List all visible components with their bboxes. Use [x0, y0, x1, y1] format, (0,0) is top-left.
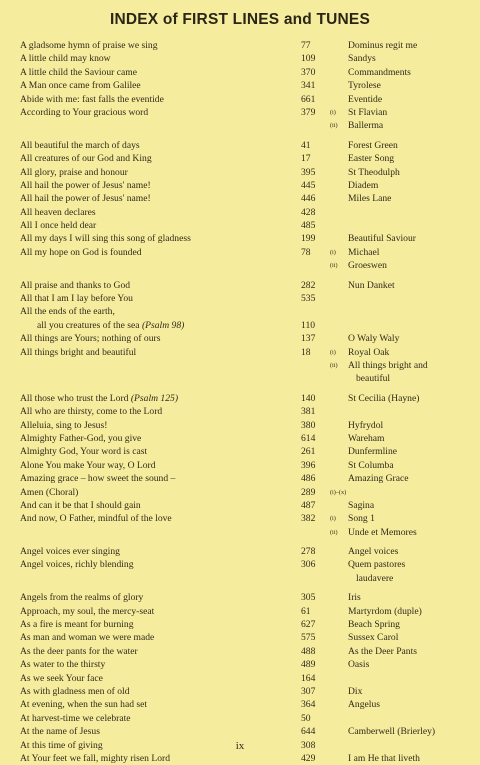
index-row: [0, 618, 480, 631]
tune-name: Hyfrydol: [348, 419, 384, 431]
hymn-number: 164: [301, 672, 316, 684]
hymn-number: 379: [301, 106, 316, 118]
index-row: [0, 206, 480, 219]
index-row: [0, 631, 480, 644]
hymn-number: 614: [301, 432, 316, 444]
hymn-number: 429: [301, 752, 316, 764]
hymn-number: 575: [301, 632, 316, 644]
index-row: [0, 685, 480, 698]
hymn-number: 110: [301, 319, 316, 331]
index-row: [0, 372, 480, 385]
index-row: [0, 279, 480, 292]
first-line: All hail the power of Jesus' name!: [20, 193, 151, 205]
first-line: At the name of Jesus: [20, 726, 100, 738]
index-row: [0, 672, 480, 685]
page-number: ix: [235, 740, 245, 752]
hymn-number: 644: [301, 726, 316, 738]
tune-name: Quem pastores: [348, 559, 406, 571]
index-row: [0, 52, 480, 65]
tune-option-marker: (i): [330, 348, 336, 356]
first-line: All beautiful the march of days: [20, 139, 140, 151]
tune-name: All things bright and: [348, 359, 428, 371]
first-line: All who are thirsty, come to the Lord: [20, 406, 163, 418]
tune-name: Beach Spring: [348, 619, 400, 631]
tune-name: Miles Lane: [348, 193, 392, 205]
index-row: [0, 572, 480, 585]
hymn-number: 382: [301, 513, 316, 525]
hymn-number: 446: [301, 193, 316, 205]
first-line: As water to the thirsty: [20, 659, 106, 671]
index-row: [0, 591, 480, 604]
first-line: Angel voices, richly blending: [20, 559, 134, 571]
tune-name: Song 1: [348, 513, 375, 525]
tune-name: St Cecilia (Hayne): [348, 392, 420, 404]
tune-name: O Waly Waly: [348, 333, 400, 345]
tune-name: Eventide: [348, 93, 383, 105]
page-title: INDEX of FIRST LINES and TUNES: [109, 11, 371, 28]
first-line: Amen (Choral): [20, 486, 79, 498]
index-row: [0, 39, 480, 52]
tune-name: Royal Oak: [348, 346, 390, 358]
hymn-number: 627: [301, 619, 316, 631]
hymn-number: 282: [301, 279, 316, 291]
first-line: As we seek Your face: [20, 672, 103, 684]
first-line: As a fire is meant for burning: [20, 619, 134, 631]
first-line: A Man once came from Galilee: [20, 80, 141, 92]
tune-name: Ballerma: [348, 120, 384, 132]
first-line: And can it be that I should gain: [20, 499, 141, 511]
tune-name: Tyrolese: [348, 80, 381, 92]
first-line: At Your feet we fall, mighty risen Lord: [20, 752, 171, 764]
tune-name: I am He that liveth: [348, 752, 420, 764]
first-line: Angel voices ever singing: [20, 546, 120, 558]
first-line: All things are Yours; nothing of ours: [20, 333, 161, 345]
first-line: A little child the Saviour came: [20, 66, 137, 78]
hymn-number: 661: [301, 93, 316, 105]
tune-name: Commandments: [348, 66, 411, 78]
tune-name: Oasis: [348, 659, 370, 671]
first-line: Amazing grace – how sweet the sound –: [20, 473, 176, 485]
first-line: At harvest-time we celebrate: [20, 712, 131, 724]
tune-name: Amazing Grace: [348, 473, 409, 485]
index-row: [0, 79, 480, 92]
tune-name: Iris: [348, 592, 361, 604]
index-row: [0, 432, 480, 445]
index-row: [0, 392, 480, 405]
index-row: [0, 66, 480, 79]
first-line: All hail the power of Jesus' name!: [20, 179, 151, 191]
index-row: [0, 558, 480, 571]
first-line: A little child may know: [20, 53, 111, 65]
index-row: [0, 526, 480, 539]
tune-name: Groeswen: [348, 260, 387, 272]
hymn-number: 41: [301, 139, 311, 151]
tune-name: Sagina: [348, 499, 375, 511]
tune-name: Easter Song: [348, 153, 395, 165]
hymn-number: 140: [301, 392, 316, 404]
index-row: [0, 725, 480, 738]
index-row: [0, 512, 480, 525]
hymn-number: 18: [301, 346, 311, 358]
index-row: [0, 499, 480, 512]
tune-name: Unde et Memores: [348, 526, 417, 538]
index-row: [0, 139, 480, 152]
index-row: [0, 93, 480, 106]
tune-option-marker: (i): [330, 515, 336, 523]
tune-name: Beautiful Saviour: [348, 233, 416, 245]
tune-option-marker: (i)–(x): [330, 488, 347, 496]
hymn-number: 370: [301, 66, 316, 78]
index-row: [0, 445, 480, 458]
index-row: [0, 332, 480, 345]
hymn-number: 489: [301, 659, 316, 671]
index-row: [0, 359, 480, 372]
first-line: Angels from the realms of glory: [20, 592, 144, 604]
hymn-number: 278: [301, 546, 316, 558]
tune-name: Martyrdom (duple): [348, 605, 422, 617]
hymn-number: 78: [301, 246, 311, 258]
first-line: All heaven declares: [20, 206, 96, 218]
index-row: [0, 292, 480, 305]
hymn-number: 341: [301, 80, 316, 92]
hymn-number: 428: [301, 206, 316, 218]
first-line: Almighty God, Your word is cast: [20, 446, 148, 458]
first-lines-index: [0, 39, 480, 765]
index-row: [0, 106, 480, 119]
first-line: Alone You make Your way, O Lord: [20, 459, 156, 471]
hymn-number: 17: [301, 153, 311, 165]
index-row: [0, 545, 480, 558]
first-line: All the ends of the earth,: [20, 306, 115, 318]
hymn-number: 307: [301, 685, 316, 697]
index-row: [0, 605, 480, 618]
hymn-number: 535: [301, 293, 316, 305]
index-row: [0, 305, 480, 318]
tune-name: St Theodulph: [348, 166, 400, 178]
first-line: At this time of giving: [20, 739, 103, 751]
hymn-number: 199: [301, 233, 316, 245]
tune-name: Forest Green: [348, 139, 398, 151]
hymn-number: 380: [301, 419, 316, 431]
tune-name: Dominus regit me: [348, 40, 418, 51]
tune-name: Dunfermline: [348, 446, 398, 458]
index-row: [0, 658, 480, 671]
hymn-number: 50: [301, 712, 311, 724]
tune-name: St Columba: [348, 459, 394, 471]
hymn-number: 396: [301, 459, 316, 471]
tune-name: Nun Danket: [348, 279, 395, 291]
first-line: All that I am I lay before You: [20, 293, 133, 305]
hymn-number: 261: [301, 446, 316, 458]
hymn-number: 486: [301, 473, 316, 485]
index-row: [0, 232, 480, 245]
first-line: And now, O Father, mindful of the love: [20, 513, 172, 525]
first-line: all you creatures of the sea (Psalm 98): [37, 319, 185, 331]
hymn-number: 77: [301, 40, 311, 51]
index-row: [0, 405, 480, 418]
first-line: At evening, when the sun had set: [20, 699, 148, 711]
first-line: Abide with me: fast falls the eventide: [20, 93, 164, 105]
first-line: All creatures of our God and King: [20, 153, 152, 165]
first-line: A gladsome hymn of praise we sing: [20, 40, 158, 51]
index-row: [0, 259, 480, 272]
first-line: As the deer pants for the water: [20, 645, 138, 657]
tune-name: laudavere: [356, 572, 394, 584]
tune-option-marker: (ii): [330, 361, 338, 369]
hymn-number: 306: [301, 559, 316, 571]
first-line: All I once held dear: [20, 220, 97, 232]
psalm-note: (Psalm 125): [130, 392, 179, 404]
first-line: All my days I will sing this song of gladness: [20, 233, 191, 245]
tune-option-marker: (ii): [330, 528, 338, 536]
index-row: [0, 752, 480, 765]
hymn-number: 61: [301, 605, 311, 617]
first-line: As man and woman we were made: [20, 632, 155, 644]
tune-option-marker: (ii): [330, 262, 338, 270]
tune-option-marker: (i): [330, 248, 336, 256]
hymn-number: 308: [301, 739, 316, 751]
tune-name: Dix: [348, 685, 363, 697]
index-row: [0, 419, 480, 432]
tune-name: Michael: [348, 246, 380, 258]
hymn-number: 109: [301, 53, 316, 65]
index-row: [0, 698, 480, 711]
tune-name: Angel voices: [348, 546, 399, 558]
hymn-number: 305: [301, 592, 316, 604]
index-row: [0, 319, 480, 332]
tune-name: Camberwell (Brierley): [348, 726, 436, 738]
psalm-note: (Psalm 98): [141, 319, 185, 331]
hymn-number: 445: [301, 179, 316, 191]
first-line: All glory, praise and honour: [20, 166, 128, 178]
first-line: All those who trust the Lord (Psalm 125): [20, 392, 179, 404]
first-line: Alleluia, sing to Jesus!: [20, 419, 108, 431]
first-line: Almighty Father-God, you give: [20, 432, 142, 444]
index-row: [0, 645, 480, 658]
hymn-number: 364: [301, 699, 316, 711]
tune-name: Wareham: [348, 432, 385, 444]
hymn-number: 488: [301, 645, 316, 657]
first-line: All my hope on God is founded: [20, 246, 142, 258]
index-row: [0, 119, 480, 132]
tune-name: Angelus: [348, 699, 380, 711]
first-line: As with gladness men of old: [20, 685, 130, 697]
index-row: [0, 179, 480, 192]
index-row: [0, 486, 480, 499]
first-line: According to Your gracious word: [20, 106, 149, 118]
index-row: [0, 219, 480, 232]
index-row: [0, 152, 480, 165]
hymn-number: 381: [301, 406, 316, 418]
hymn-number: 395: [301, 166, 316, 178]
tune-option-marker: (i): [330, 108, 336, 116]
index-row: [0, 712, 480, 725]
tune-name: beautiful: [356, 373, 391, 385]
tune-name: As the Deer Pants: [348, 645, 418, 657]
tune-name: Diadem: [348, 179, 379, 191]
hymn-number: 289: [301, 486, 316, 498]
first-line: All praise and thanks to God: [20, 279, 131, 291]
tune-name: St Flavian: [348, 106, 388, 118]
first-line: All things bright and beautiful: [20, 346, 137, 358]
hymn-number: 137: [301, 333, 316, 345]
index-row: [0, 472, 480, 485]
index-row: [0, 166, 480, 179]
tune-name: Sussex Carol: [348, 632, 399, 644]
hymn-number: 485: [301, 220, 316, 232]
index-row: [0, 346, 480, 359]
index-row: [0, 192, 480, 205]
tune-option-marker: (ii): [330, 122, 338, 130]
index-row: [0, 459, 480, 472]
index-row: [0, 246, 480, 259]
tune-name: Sandys: [348, 53, 376, 65]
hymn-number: 487: [301, 499, 316, 511]
first-line: Approach, my soul, the mercy-seat: [20, 605, 155, 617]
